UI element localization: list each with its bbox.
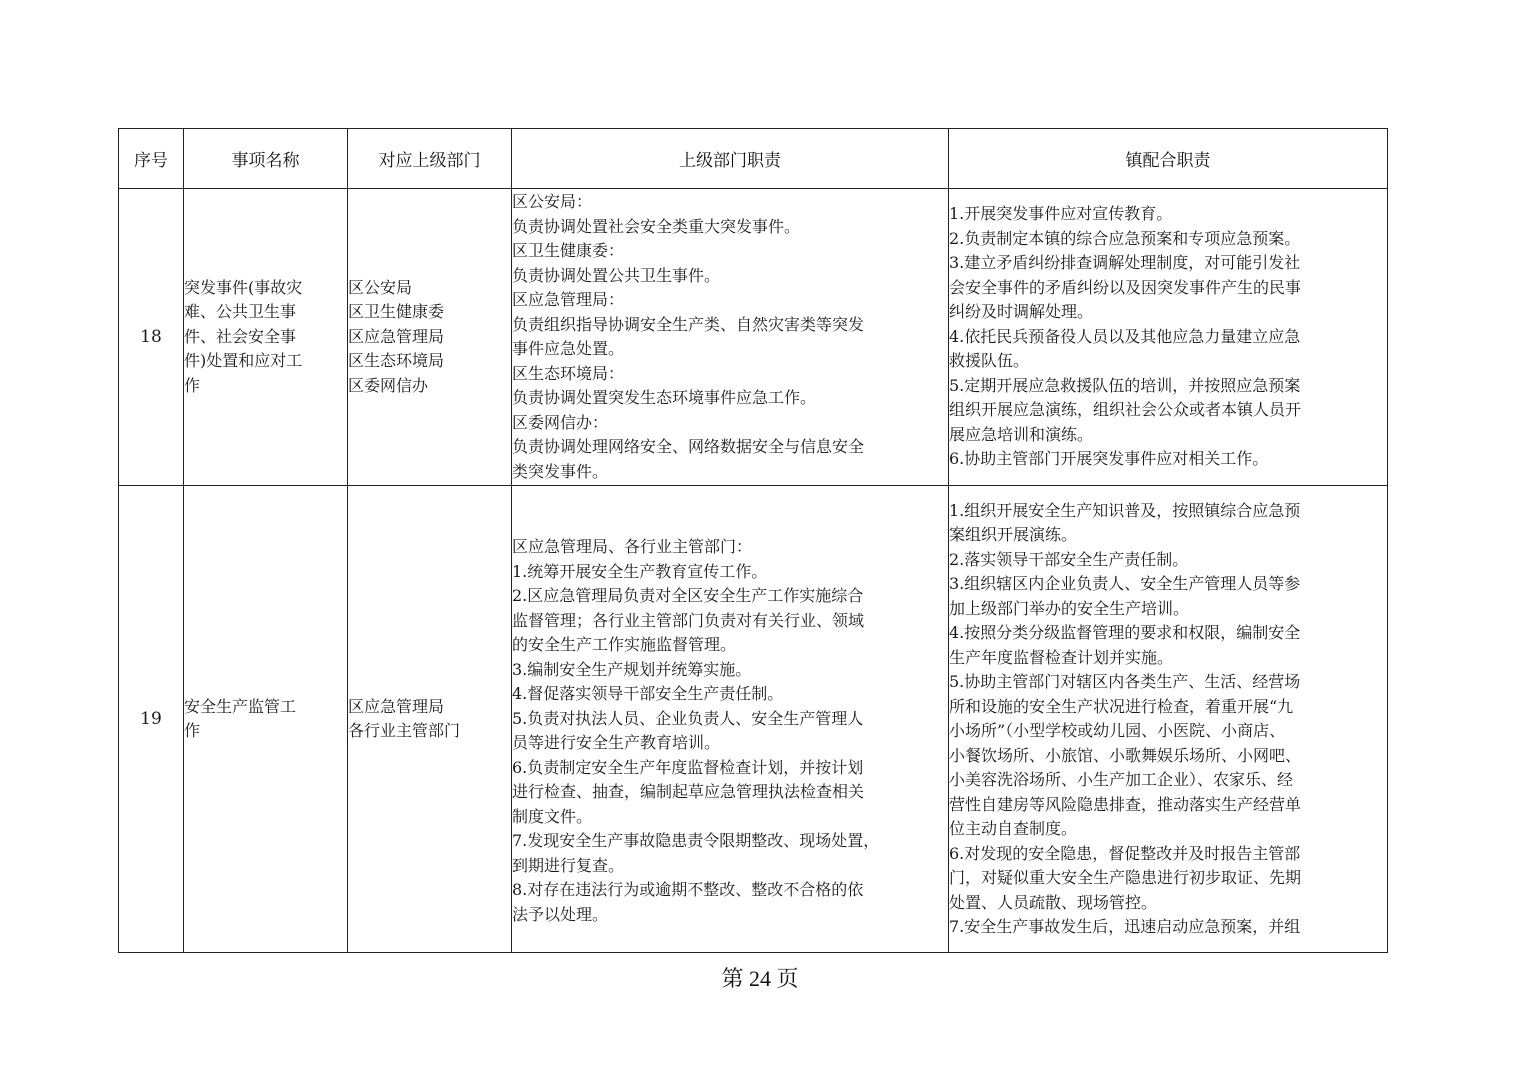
cell-text-line: 进行检查、抽查，编制起草应急管理执法检查相关: [512, 782, 865, 801]
row-town-duties: [949, 189, 1388, 486]
cell-text-line: 作: [184, 375, 201, 395]
cell-text-line: 负责协调处置突发生态环境事件应急工作。: [512, 388, 817, 407]
cell-text-line: 所和设施的安全生产状况进行检查，着重开展“九: [949, 696, 1294, 716]
table-row: [119, 486, 1388, 953]
cell-text-line: 的安全生产工作实施监督管理。: [512, 635, 737, 654]
cell-text-line: 员等进行安全生产教育培训。: [512, 733, 721, 752]
cell-text-line: 区生态环境局: [348, 351, 445, 371]
cell-text-line: 区应急管理局、各行业主管部门：: [512, 537, 753, 556]
cell-text-line: 小场所”（小型学校或幼儿园、小医院、小商店、: [949, 721, 1286, 740]
cell-text-line: 法予以处理。: [512, 904, 609, 924]
cell-text-line: 区生态环境局：: [512, 363, 625, 383]
cell-text-line: 6.负责制定安全生产年度监督检查计划，并按计划: [512, 757, 864, 777]
header-superior-duties: 上级部门职责: [512, 129, 949, 189]
cell-text-line: 区卫生健康委：: [512, 241, 625, 260]
cell-text-line: 3.建立矛盾纠纷排查调解处理制度，对可能引发社: [949, 253, 1301, 273]
cell-text-line: 件)处置和应对工: [184, 351, 303, 371]
cell-text-line: 制度文件。: [512, 806, 593, 826]
row-superior-duties: [512, 189, 949, 486]
table-header-row: [119, 129, 1388, 189]
row-town-duties: [949, 486, 1388, 953]
cell-text-line: 加上级部门举办的安全生产培训。: [949, 598, 1190, 618]
cell-text-line: 会安全事件的矛盾纠纷以及因突发事件产生的民事: [949, 277, 1302, 297]
table-row: [119, 189, 1388, 486]
cell-text-line: 4.督促落实领导干部安全生产责任制。: [512, 684, 784, 703]
cell-text-line: 区应急管理局: [348, 326, 445, 346]
row-superior-department: [348, 486, 512, 953]
cell-text-line: 2.区应急管理局负责对全区安全生产工作实施综合: [512, 586, 864, 605]
cell-text-line: 生产年度监督检查计划并实施。: [949, 647, 1174, 667]
header-item-name: 事项名称: [184, 129, 348, 189]
row-item-name: [184, 189, 348, 486]
cell-text-line: 4.按照分类分级监督管理的要求和权限，编制安全: [949, 623, 1301, 642]
cell-text-line: 2.落实领导干部安全生产责任制。: [949, 549, 1189, 569]
cell-text-line: 3.组织辖区内企业负责人、安全生产管理人员等参: [949, 574, 1301, 593]
cell-text-line: 负责协调处置公共卫生事件。: [512, 265, 721, 285]
cell-text-line: 区委网信办：: [512, 412, 609, 432]
cell-text-line: 区应急管理局：: [512, 290, 625, 309]
cell-text-line: 案组织开展演练。: [949, 525, 1078, 544]
cell-text-line: 负责协调处置社会安全类重大突发事件。: [512, 216, 801, 236]
cell-text-line: 门，对疑似重大安全生产隐患进行初步取证、先期: [949, 868, 1302, 887]
cell-text-line: 2.负责制定本镇的综合应急预案和专项应急预案。: [949, 228, 1301, 248]
cell-text-line: 区委网信办: [348, 375, 429, 395]
cell-text-line: 负责组织指导协调安全生产类、自然灾害类等突发: [512, 314, 865, 334]
row-superior-department: [348, 189, 512, 486]
cell-text-line: 1.组织开展安全生产知识普及，按照镇综合应急预: [949, 500, 1301, 520]
cell-text-line: 4.依托民兵预备役人员以及其他应急力量建立应急: [949, 326, 1301, 346]
cell-text-line: 负责协调处理网络安全、网络数据安全与信息安全: [512, 437, 865, 456]
row-serial-number: 19: [119, 486, 184, 953]
cell-text-line: 难、公共卫生事: [184, 302, 297, 322]
cell-text-line: 8.对存在违法行为或逾期不整改、整改不合格的依: [512, 880, 864, 899]
cell-text-line: 1.统筹开展安全生产教育宣传工作。: [512, 561, 768, 581]
cell-text-line: 3.编制安全生产规划并统筹实施。: [512, 659, 752, 679]
row-item-name: [184, 486, 348, 953]
cell-text-line: 区公安局: [348, 277, 413, 297]
cell-text-line: 7.安全生产事故发生后，迅速启动应急预案，并组: [949, 917, 1301, 936]
cell-text-line: 救援队伍。: [949, 351, 1030, 371]
cell-text-line: 区公安局：: [512, 192, 593, 211]
cell-text-line: 各行业主管部门: [348, 721, 461, 740]
cell-text-line: 展应急培训和演练。: [949, 424, 1094, 444]
header-town-duties: 镇配合职责: [949, 129, 1388, 189]
cell-text-line: 区卫生健康委: [348, 302, 445, 322]
cell-text-line: 组织开展应急演练，组织社会公众或者本镇人员开: [949, 400, 1302, 420]
cell-text-line: 到期进行复查。: [512, 855, 625, 875]
row-superior-duties: [512, 486, 949, 953]
cell-text-line: 处置、人员疏散、现场管控。: [949, 892, 1158, 912]
page-number: 第 24 页: [721, 966, 799, 991]
cell-text-line: 件、社会安全事: [184, 326, 297, 346]
cell-text-line: 6.协助主管部门开展突发事件应对相关工作。: [949, 449, 1269, 469]
row-serial-number: 18: [119, 189, 184, 486]
cell-text-line: 突发事件(事故灾: [184, 277, 303, 297]
cell-text-line: 小美容洗浴场所、小生产加工企业）、农家乐、经: [949, 770, 1294, 789]
cell-text-line: 6.对发现的安全隐患，督促整改并及时报告主管部: [949, 843, 1301, 863]
cell-text-line: 事件应急处置。: [512, 339, 625, 358]
cell-text-line: 5.定期开展应急救援队伍的培训，并按照应急预案: [949, 375, 1301, 395]
duty-table: [118, 128, 1388, 953]
cell-text-line: 5.协助主管部门对辖区内各类生产、生活、经营场: [949, 672, 1301, 691]
cell-text-line: 作: [184, 721, 201, 740]
cell-text-line: 安全生产监管工: [184, 696, 297, 716]
cell-text-line: 类突发事件。: [512, 461, 609, 481]
cell-text-line: 位主动自查制度。: [949, 819, 1078, 838]
cell-text-line: 区应急管理局: [348, 696, 445, 716]
cell-text-line: 1.开展突发事件应对宣传教育。: [949, 204, 1173, 224]
cell-text-line: 监督管理；各行业主管部门负责对有关行业、领域: [512, 610, 865, 630]
cell-text-line: 营性自建房等风险隐患排查，推动落实生产经营单: [949, 794, 1302, 814]
header-superior-department: 对应上级部门: [348, 129, 512, 189]
cell-text-line: 5.负责对执法人员、企业负责人、安全生产管理人: [512, 708, 864, 728]
cell-text-line: 7.发现安全生产事故隐患责令限期整改、现场处置，: [512, 831, 880, 850]
cell-text-line: 小餐饮场所、小旅馆、小歌舞娱乐场所、小网吧、: [949, 745, 1302, 765]
cell-text-line: 纠纷及时调解处理。: [949, 302, 1094, 322]
header-serial-number: 序号: [119, 129, 184, 189]
